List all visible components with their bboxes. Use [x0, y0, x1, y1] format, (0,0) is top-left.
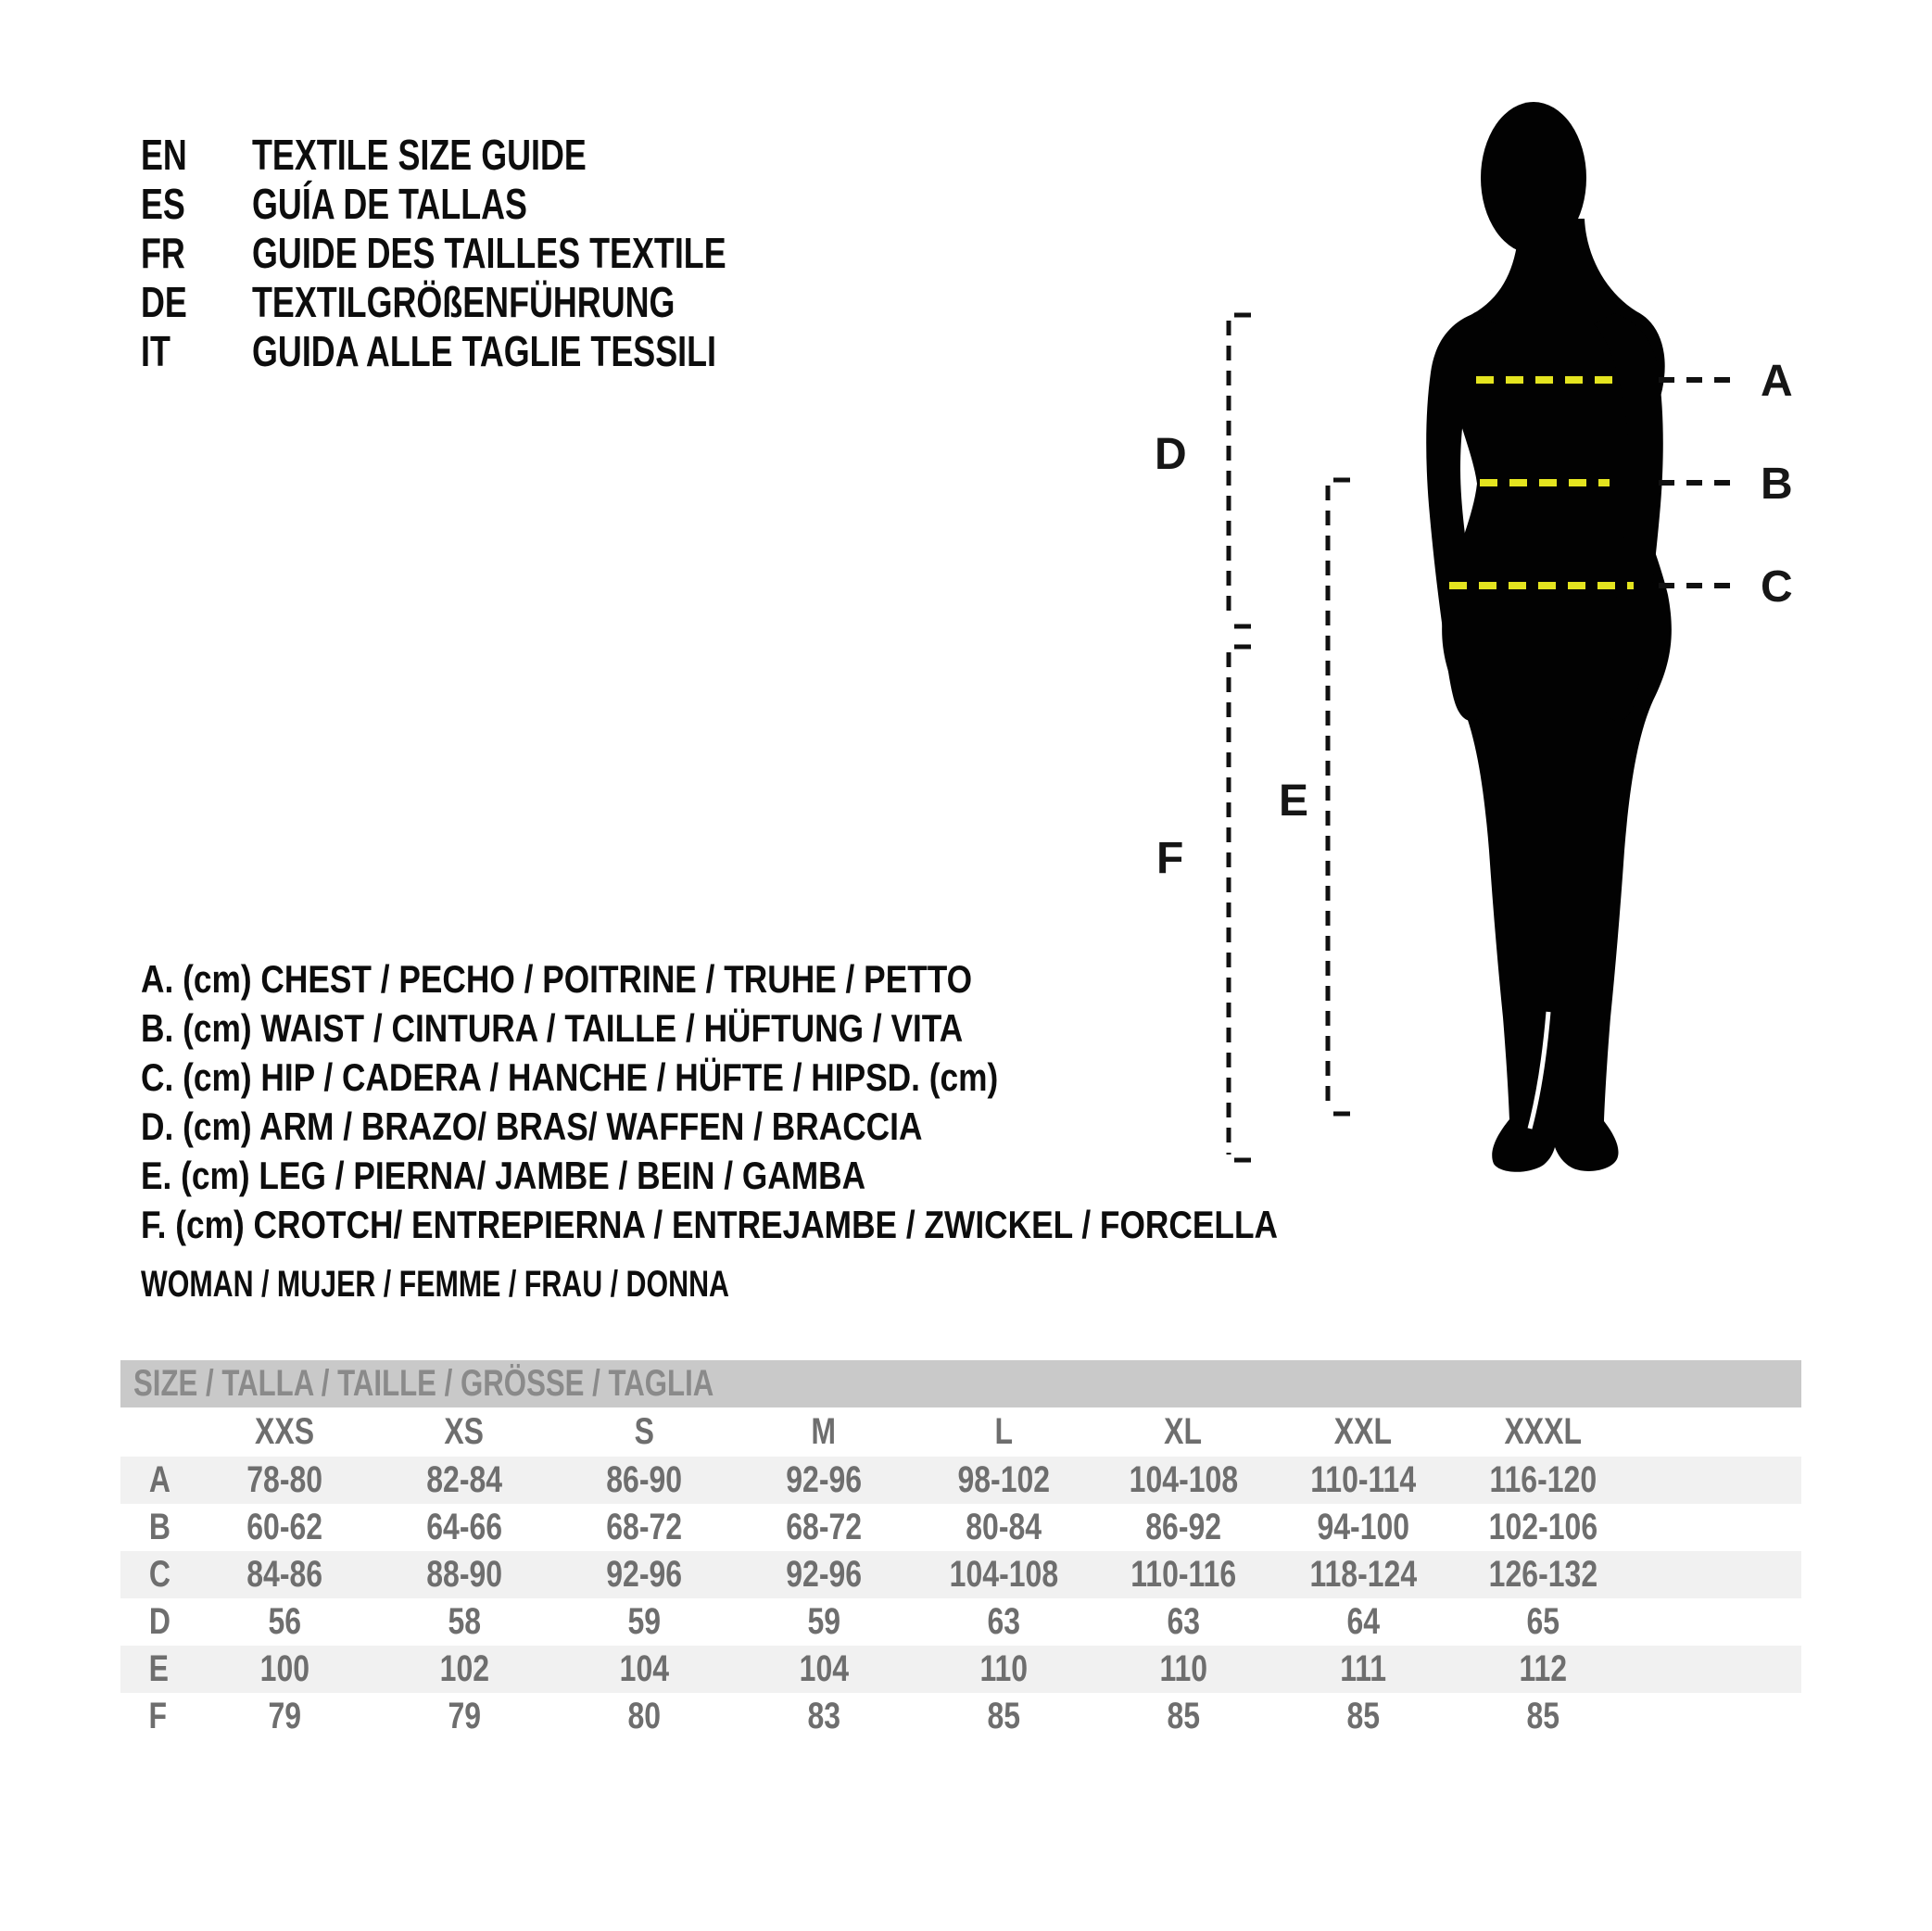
legend-line: B. (cm) WAIST / CINTURA / TAILLE / HÜFTUNG / VITA [141, 1006, 964, 1050]
size-label: S [634, 1411, 654, 1452]
size-label: XS [444, 1411, 485, 1452]
table-row: A 78-80 82-84 86-90 92-96 98-102 104-108 110-114 116-120 [120, 1457, 1801, 1504]
table-row: E 100 102 104 104 110 110 111 112 [120, 1646, 1801, 1693]
size-label: XXXL [1504, 1411, 1582, 1452]
size-label: XL [1164, 1411, 1203, 1452]
language-code: IT [141, 327, 170, 375]
size-label: XXS [254, 1411, 315, 1452]
gender-heading: WOMAN / MUJER / FEMME / FRAU / DONNA [141, 1264, 730, 1305]
size-label: XXL [1333, 1411, 1393, 1452]
guide-title: TEXTILGRÖßENFÜHRUNG [252, 278, 676, 326]
language-code: ES [141, 180, 185, 228]
extent-lines [1229, 315, 1350, 1160]
label-arm: D [1155, 430, 1187, 479]
table-row: F 79 79 80 83 85 85 85 85 [148, 1696, 1559, 1736]
label-waist: B [1761, 460, 1793, 509]
table-row: B 60-62 64-66 68-72 68-72 80-84 86-92 94-100 102-106 [148, 1507, 1597, 1547]
table-row: D 56 58 59 59 63 63 64 65 [148, 1601, 1559, 1642]
size-table-header: SIZE / TALLA / TAILLE / GRÖSSE / TAGLIA [120, 1360, 1801, 1407]
woman-silhouette [1426, 102, 1672, 1172]
size-label: M [811, 1411, 837, 1452]
leader-lines [1659, 380, 1735, 586]
legend-line: D. (cm) ARM / BRAZO/ BRAS/ WAFFEN / BRACCIA [141, 1104, 923, 1148]
label-crotch: F [1156, 834, 1184, 883]
legend-line: A. (cm) CHEST / PECHO / POITRINE / TRUHE / PETTO [141, 957, 973, 1001]
language-code: EN [141, 131, 187, 179]
legend-line: C. (cm) HIP / CADERA / HANCHE / HÜFTE / HIPSD. (cm) [141, 1055, 999, 1099]
table-row: C 84-86 88-90 92-96 92-96 104-108 110-116 118-124 126-132 [120, 1551, 1801, 1598]
label-chest: A [1761, 357, 1793, 406]
size-label: L [994, 1411, 1013, 1452]
guide-title: GUÍA DE TALLAS [252, 180, 527, 228]
label-hip: C [1761, 562, 1793, 612]
label-leg: E [1279, 776, 1309, 826]
legend-line: E. (cm) LEG / PIERNA/ JAMBE / BEIN / GAMBA [141, 1154, 866, 1197]
guide-title: GUIDA ALLE TAGLIE TESSILI [252, 327, 716, 375]
language-code: FR [141, 229, 185, 277]
guide-title: TEXTILE SIZE GUIDE [252, 131, 587, 179]
legend-line: F. (cm) CROTCH/ ENTREPIERNA / ENTREJAMBE / ZWICKEL / FORCELLA [141, 1203, 1279, 1246]
language-code: DE [141, 278, 187, 326]
guide-title: GUIDE DES TAILLES TEXTILE [252, 229, 726, 277]
